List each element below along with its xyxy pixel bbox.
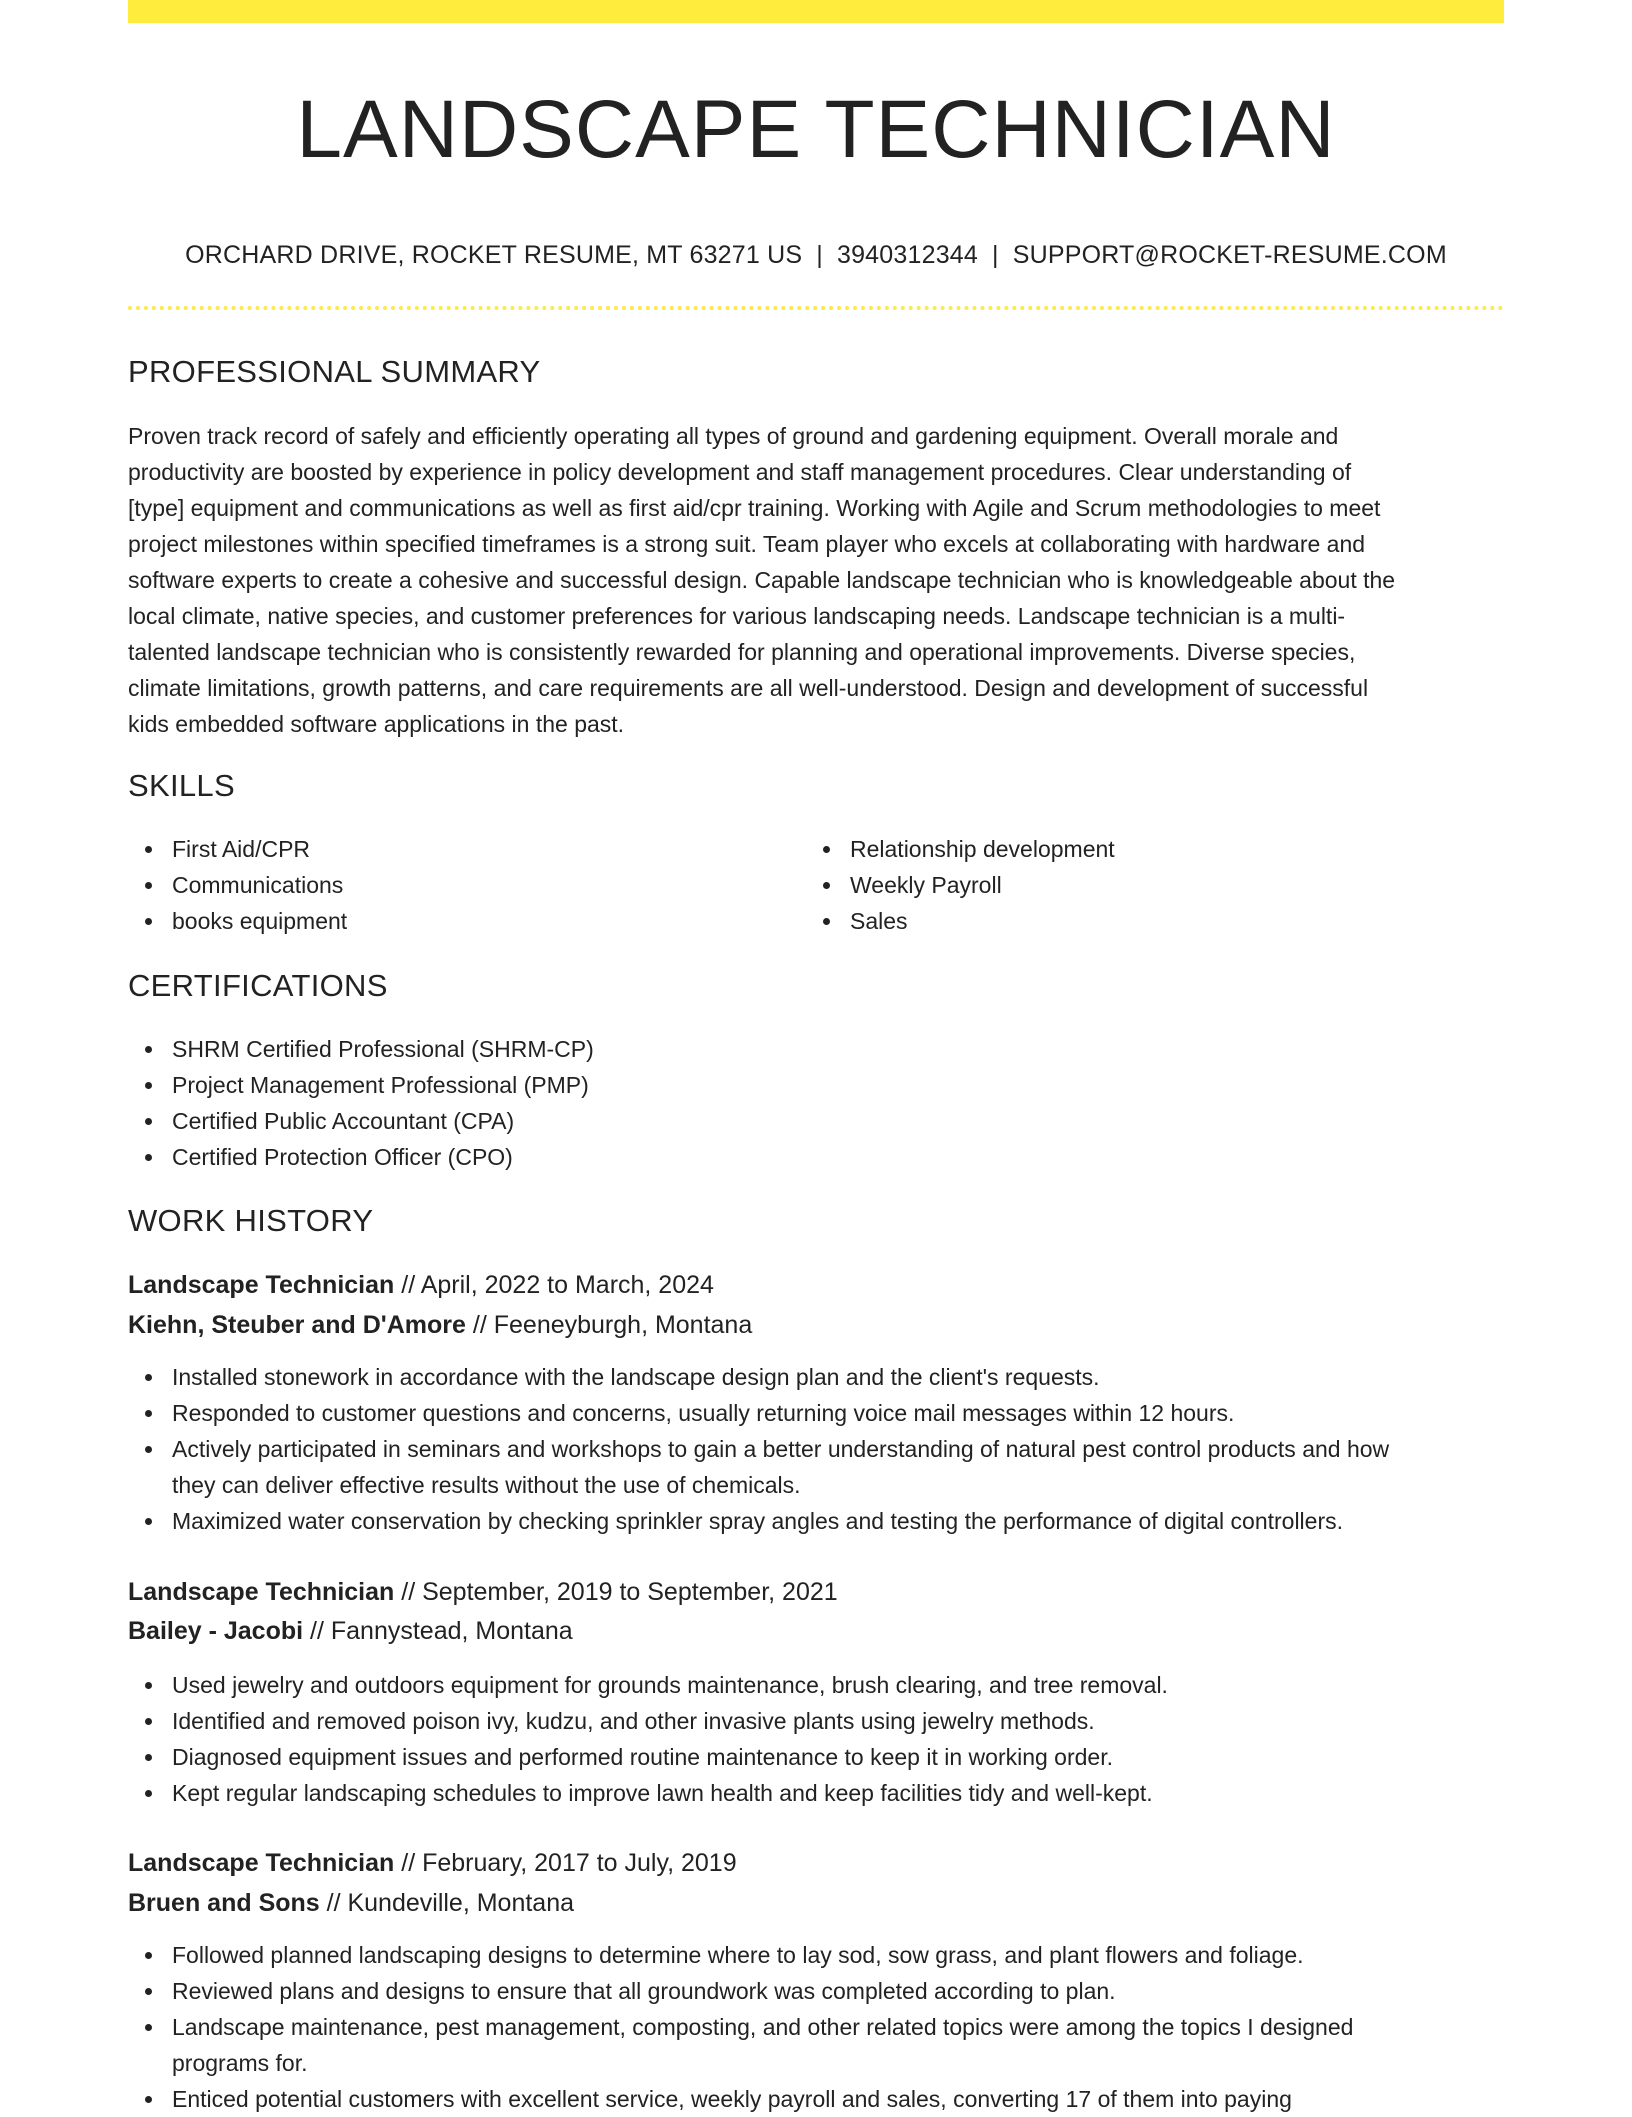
job-bullet: Responded to customer questions and concerns, usually returning voice mail messages within 12 hours. <box>128 1395 1504 1431</box>
summary-line: kids embedded software applications in the past. <box>128 711 625 737</box>
certifications-title: CERTIFICATIONS <box>128 968 388 1003</box>
job-title-line <box>128 1574 838 1610</box>
job-location: // Feeneyburgh, Montana <box>465 1311 753 1339</box>
contact-address: ORCHARD DRIVE, ROCKET RESUME, MT 63271 US <box>185 241 803 269</box>
job-company: Bruen and Sons <box>128 1889 320 1917</box>
summary-line: climate limitations, growth patterns, and care requirements are all well-understood. Design and development of successful <box>128 675 1369 701</box>
job-location: // Kundeville, Montana <box>319 1889 575 1917</box>
job-bullet: Installed stonework in accordance with the landscape design plan and the client's requests. <box>128 1359 1504 1395</box>
dotted-divider <box>128 306 1504 310</box>
contact-separator: | <box>992 241 999 269</box>
job-bullet: Landscape maintenance, pest management, composting, and other related topics were among the topics I designed <box>128 2009 1504 2045</box>
job-company: Bailey - Jacobi <box>128 1617 304 1645</box>
job-title-line <box>128 1845 737 1881</box>
job-company-line <box>128 1613 573 1649</box>
job-company-line <box>128 1885 574 1921</box>
job-bullet: Maximized water conservation by checking sprinkler spray angles and testing the performance of digital controllers. <box>128 1503 1504 1539</box>
job-bullets <box>128 1667 1504 1811</box>
certification-item: SHRM Certified Professional (SHRM-CP) <box>128 1031 1504 1067</box>
job-role: Landscape Technician <box>128 1271 395 1299</box>
job-location: // Fannystead, Montana <box>303 1617 573 1645</box>
job-bullet: Kept regular landscaping schedules to improve lawn health and keep facilities tidy and well-kept. <box>128 1775 1504 1811</box>
summary-line: [type] equipment and communications as well as first aid/cpr training. Working with Agile and Scrum methodologies to meet <box>128 495 1381 521</box>
job-company-line <box>128 1307 752 1343</box>
job-bullet-continuation-text: programs for. <box>172 2050 308 2076</box>
job-bullet: Identified and removed poison ivy, kudzu, and other invasive plants using jewelry methods. <box>128 1703 1504 1739</box>
skill-item: books equipment <box>128 903 788 939</box>
job-bullet: Followed planned landscaping designs to determine where to lay sod, sow grass, and plant flowers and foliage. <box>128 1937 1504 1973</box>
job-bullet: Enticed potential customers with excellent service, weekly payroll and sales, converting 17 of them into paying <box>128 2081 1504 2117</box>
summary-line: local climate, native species, and customer preferences for various landscaping needs. Landscape technician is a multi- <box>128 603 1346 629</box>
job-bullet-continuation <box>128 1467 1504 1503</box>
job-bullet: Diagnosed equipment issues and performed routine maintenance to keep it in working order. <box>128 1739 1504 1775</box>
job-title-line <box>128 1267 714 1303</box>
certification-item: Certified Protection Officer (CPO) <box>128 1139 1504 1175</box>
job-bullet-continuation <box>128 2045 1504 2081</box>
contact-line <box>128 238 1504 272</box>
summary-line: productivity are boosted by experience in policy development and staff management procedures. Clear understanding of <box>128 459 1352 485</box>
summary-line: Proven track record of safely and efficiently operating all types of ground and gardening equipment. Overall morale and <box>128 423 1339 449</box>
job-bullet: Actively participated in seminars and workshops to gain a better understanding of natural pest control products and how <box>128 1431 1504 1467</box>
summary-line: software experts to create a cohesive and successful design. Capable landscape technician who is knowledgeable about the <box>128 567 1396 593</box>
job-bullet: Reviewed plans and designs to ensure that all groundwork was completed according to plan. <box>128 1973 1504 2009</box>
summary-line: project milestones within specified timeframes is a strong suit. Team player who excels at collaborating with hardware and <box>128 531 1366 557</box>
skill-item: Relationship development <box>806 831 1466 867</box>
summary-title: PROFESSIONAL SUMMARY <box>128 354 541 389</box>
certification-item: Project Management Professional (PMP) <box>128 1067 1504 1103</box>
certification-item: Certified Public Accountant (CPA) <box>128 1103 1504 1139</box>
summary-line: talented landscape technician who is consistently rewarded for planning and operational improvements. Diverse species, <box>128 639 1356 665</box>
accent-top-bar <box>128 0 1504 23</box>
skills-list-right <box>806 831 1466 939</box>
skills-list-left <box>128 831 788 939</box>
job-bullets <box>128 1359 1504 1539</box>
contact-email: SUPPORT@ROCKET-RESUME.COM <box>1012 241 1447 269</box>
job-company: Kiehn, Steuber and D'Amore <box>128 1311 466 1339</box>
job-bullet-continuation-text: they can deliver effective results without the use of chemicals. <box>172 1472 801 1498</box>
job-bullets <box>128 1937 1504 2117</box>
skill-item: Weekly Payroll <box>806 867 1466 903</box>
certifications-list <box>128 1031 1504 1175</box>
resume-name: LANDSCAPE TECHNICIAN <box>296 84 1336 175</box>
contact-phone: 3940312344 <box>836 241 979 269</box>
job-dates: // February, 2017 to July, 2019 <box>394 1849 737 1877</box>
work-history-title: WORK HISTORY <box>128 1203 374 1238</box>
skill-item: Communications <box>128 867 788 903</box>
skill-item: Sales <box>806 903 1466 939</box>
job-dates: // September, 2019 to September, 2021 <box>394 1578 838 1606</box>
job-role: Landscape Technician <box>128 1578 395 1606</box>
job-bullet: Used jewelry and outdoors equipment for grounds maintenance, brush clearing, and tree removal. <box>128 1667 1504 1703</box>
skills-title: SKILLS <box>128 768 235 803</box>
contact-separator: | <box>816 241 823 269</box>
job-role: Landscape Technician <box>128 1849 395 1877</box>
skill-item: First Aid/CPR <box>128 831 788 867</box>
job-dates: // April, 2022 to March, 2024 <box>394 1271 714 1299</box>
summary-text <box>128 418 1504 742</box>
